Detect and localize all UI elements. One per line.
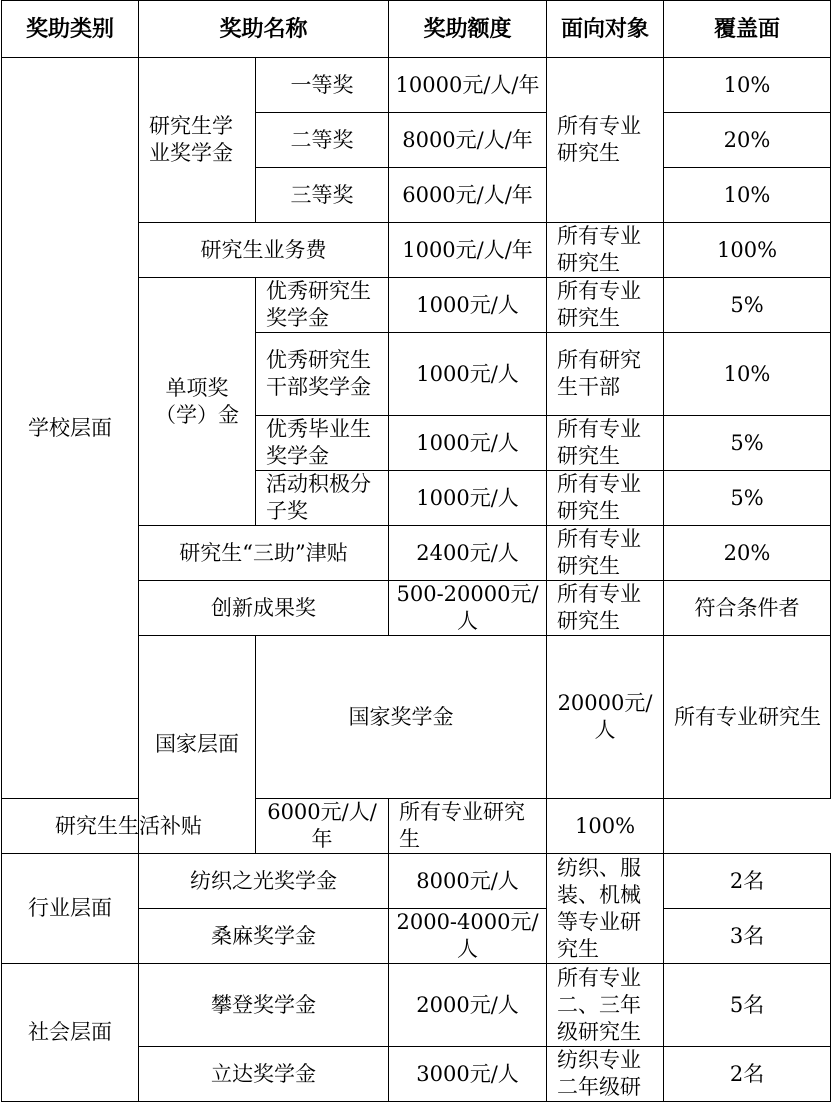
- industry-coverage: 3名: [664, 909, 831, 964]
- scholarship-table: [1, 0, 831, 1102]
- single-item-target: 所有专业研究生: [547, 278, 664, 333]
- innovation-coverage: 符合条件者: [664, 581, 831, 636]
- industry-target: 纺织、服装、机械等专业研究生: [547, 854, 664, 964]
- tier-name: 二等奖: [256, 113, 389, 168]
- table-row: [2, 964, 831, 1047]
- industry-amount: 2000-4000元/人: [389, 909, 547, 964]
- innovation-name: 创新成果奖: [139, 581, 389, 636]
- society-amount: 3000元/人: [389, 1047, 547, 1102]
- national-name: 研究生生活补贴: [2, 799, 256, 854]
- fee-amount: 1000元/人/年: [389, 223, 547, 278]
- single-item-coverage: 5%: [664, 471, 831, 526]
- single-item-target: 所有研究生干部: [547, 333, 664, 416]
- category-industry: 行业层面: [2, 854, 139, 964]
- industry-amount: 8000元/人: [389, 854, 547, 909]
- tier-coverage: 10%: [664, 168, 831, 223]
- single-item-name: 优秀研究生干部奖学金: [256, 333, 389, 416]
- table-row: [2, 799, 831, 854]
- national-amount: 6000元/人/年: [256, 799, 389, 854]
- national-amount: 20000元/人: [547, 636, 664, 799]
- sanzhu-coverage: 20%: [664, 526, 831, 581]
- tier-amount: 10000元/人/年: [389, 58, 547, 113]
- industry-name: 桑麻奖学金: [139, 909, 389, 964]
- tier-name: 三等奖: [256, 168, 389, 223]
- single-item-amount: 1000元/人: [389, 333, 547, 416]
- category-national: 国家层面: [139, 636, 256, 854]
- industry-name: 纺织之光奖学金: [139, 854, 389, 909]
- single-item-coverage: 10%: [664, 333, 831, 416]
- society-coverage: 5名: [664, 964, 831, 1047]
- society-coverage: 2名: [664, 1047, 831, 1102]
- society-name: 立达奖学金: [139, 1047, 389, 1102]
- tier-name: 一等奖: [256, 58, 389, 113]
- table-row: [2, 58, 831, 113]
- fee-name: 研究生业务费: [139, 223, 389, 278]
- category-school: 学校层面: [2, 58, 139, 799]
- table-row: [2, 854, 831, 909]
- single-item-name: 优秀研究生奖学金: [256, 278, 389, 333]
- single-item-amount: 1000元/人: [389, 471, 547, 526]
- sanzhu-target: 所有专业研究生: [547, 526, 664, 581]
- national-target: 所有专业研究生: [664, 636, 831, 799]
- innovation-target: 所有专业研究生: [547, 581, 664, 636]
- society-target: 所有专业二、三年级研究生: [547, 964, 664, 1047]
- category-society: 社会层面: [2, 964, 139, 1102]
- single-item-amount: 1000元/人: [389, 278, 547, 333]
- tier-coverage: 20%: [664, 113, 831, 168]
- national-target: 所有专业研究生: [389, 799, 547, 854]
- header-row: [2, 1, 831, 58]
- academic-target: 所有专业研究生: [547, 58, 664, 223]
- society-amount: 2000元/人: [389, 964, 547, 1047]
- national-name: 国家奖学金: [256, 636, 547, 799]
- tier-amount: 6000元/人/年: [389, 168, 547, 223]
- header-amount: 奖助额度: [389, 1, 547, 58]
- innovation-amount: 500-20000元/人: [389, 581, 547, 636]
- industry-coverage: 2名: [664, 854, 831, 909]
- national-coverage: 100%: [547, 799, 664, 854]
- single-item-name: 优秀毕业生奖学金: [256, 416, 389, 471]
- single-item-name: 活动积极分子奖: [256, 471, 389, 526]
- tier-amount: 8000元/人/年: [389, 113, 547, 168]
- tier-coverage: 10%: [664, 58, 831, 113]
- single-item-amount: 1000元/人: [389, 416, 547, 471]
- header-coverage: 覆盖面: [664, 1, 831, 58]
- single-item-coverage: 5%: [664, 278, 831, 333]
- single-item-coverage: 5%: [664, 416, 831, 471]
- society-name: 攀登奖学金: [139, 964, 389, 1047]
- header-category: 奖助类别: [2, 1, 139, 58]
- sanzhu-name: 研究生“三助”津贴: [139, 526, 389, 581]
- academic-scholarship-name: 研究生学业奖学金: [139, 58, 256, 223]
- header-name: 奖助名称: [139, 1, 389, 58]
- header-target: 面向对象: [547, 1, 664, 58]
- single-item-target: 所有专业研究生: [547, 416, 664, 471]
- fee-coverage: 100%: [664, 223, 831, 278]
- society-target: 纺织专业二年级研: [547, 1047, 664, 1102]
- sanzhu-amount: 2400元/人: [389, 526, 547, 581]
- single-item-target: 所有专业研究生: [547, 471, 664, 526]
- fee-target: 所有专业研究生: [547, 223, 664, 278]
- single-award-name: 单项奖（学）金: [139, 278, 256, 526]
